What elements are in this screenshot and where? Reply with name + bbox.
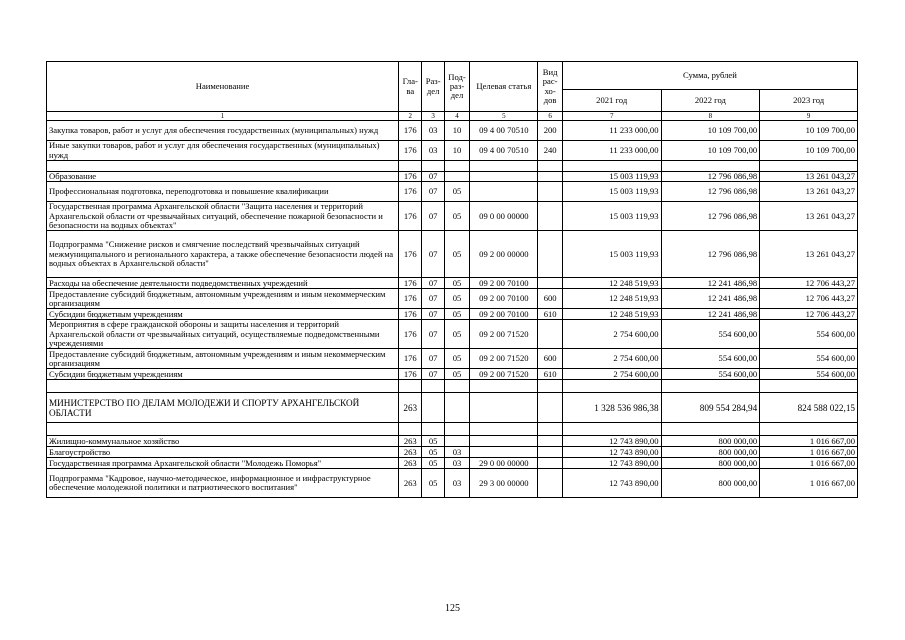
empty-cell <box>661 161 760 172</box>
row-name-cell: Благоустройство <box>47 447 399 458</box>
header-expense-type: Вид рас-хо-дов <box>538 62 562 112</box>
row-value-cell: 15 003 119,93 <box>562 182 661 202</box>
row-value-cell: 2 754 600,00 <box>562 369 661 380</box>
row-value-cell <box>538 182 562 202</box>
empty-cell <box>538 423 562 436</box>
row-name-cell: Государственная программа Архангельской области "Молодежь Поморья" <box>47 458 399 469</box>
row-value-cell: 09 2 00 71520 <box>470 320 538 349</box>
row-value-cell: 03 <box>444 447 469 458</box>
col-num: 2 <box>399 112 422 121</box>
empty-cell <box>470 161 538 172</box>
row-name-cell: Подпрограмма "Снижение рисков и смягчение последствий чрезвычайных ситуаций межмуниципального и регионального характера, а также обеспечение безопасности людей на водных объектах в Архангельской области" <box>47 231 399 278</box>
empty-cell <box>47 161 399 172</box>
header-glava: Гла-ва <box>399 62 422 112</box>
table-row <box>47 289 858 309</box>
row-value-cell: 800 000,00 <box>661 469 760 498</box>
empty-cell <box>562 423 661 436</box>
table-row <box>47 469 858 498</box>
row-name-cell: Субсидии бюджетным учреждениям <box>47 309 399 320</box>
row-value-cell: 12 796 086,98 <box>661 182 760 202</box>
header-year-2021: 2021 год <box>562 90 661 112</box>
row-value-cell: 554 600,00 <box>760 349 858 369</box>
row-value-cell: 11 233 000,00 <box>562 121 661 141</box>
row-value-cell: 05 <box>422 469 444 498</box>
row-value-cell <box>538 436 562 447</box>
row-value-cell: 240 <box>538 141 562 161</box>
table-row <box>47 141 858 161</box>
row-value-cell: 15 003 119,93 <box>562 172 661 182</box>
empty-cell <box>661 380 760 393</box>
row-name-cell: Государственная программа Архангельской области "Защита населения и территорий Архангельской области от чрезвычайных ситуаций, обеспечение пожарной безопасности и безопасности на водных объектах" <box>47 202 399 231</box>
row-value-cell: 13 261 043,27 <box>760 202 858 231</box>
row-value-cell: 176 <box>399 121 422 141</box>
row-value-cell: 554 600,00 <box>661 349 760 369</box>
row-value-cell: 554 600,00 <box>661 369 760 380</box>
table-row <box>47 393 858 423</box>
spacer-row <box>47 161 858 172</box>
table-row <box>47 436 858 447</box>
row-value-cell: 05 <box>444 231 469 278</box>
budget-table <box>46 61 858 498</box>
empty-cell <box>760 423 858 436</box>
row-value-cell: 13 261 043,27 <box>760 182 858 202</box>
row-value-cell: 12 248 519,93 <box>562 278 661 289</box>
row-value-cell: 07 <box>422 369 444 380</box>
table-row <box>47 458 858 469</box>
row-value-cell: 176 <box>399 231 422 278</box>
empty-cell <box>399 423 422 436</box>
row-value-cell <box>422 393 444 423</box>
row-value-cell: 05 <box>444 349 469 369</box>
row-value-cell: 07 <box>422 349 444 369</box>
row-value-cell: 176 <box>399 182 422 202</box>
empty-cell <box>47 380 399 393</box>
row-value-cell: 10 <box>444 121 469 141</box>
row-value-cell: 12 743 890,00 <box>562 447 661 458</box>
col-num: 1 <box>47 112 399 121</box>
row-value-cell: 1 016 667,00 <box>760 469 858 498</box>
row-value-cell: 03 <box>444 458 469 469</box>
empty-cell <box>538 161 562 172</box>
table-row <box>47 278 858 289</box>
empty-cell <box>422 423 444 436</box>
row-value-cell: 05 <box>444 278 469 289</box>
row-value-cell: 12 796 086,98 <box>661 202 760 231</box>
row-value-cell: 2 754 600,00 <box>562 349 661 369</box>
row-value-cell <box>470 447 538 458</box>
table-row <box>47 309 858 320</box>
row-value-cell: 05 <box>422 458 444 469</box>
row-value-cell: 824 588 022,15 <box>760 393 858 423</box>
row-value-cell: 05 <box>444 289 469 309</box>
col-num: 3 <box>422 112 444 121</box>
row-name-cell: МИНИСТЕРСТВО ПО ДЕЛАМ МОЛОДЕЖИ И СПОРТУ АРХАНГЕЛЬСКОЙ ОБЛАСТИ <box>47 393 399 423</box>
row-value-cell: 176 <box>399 289 422 309</box>
empty-cell <box>444 161 469 172</box>
row-value-cell: 09 2 00 71520 <box>470 369 538 380</box>
col-num: 4 <box>444 112 469 121</box>
row-value-cell: 05 <box>444 369 469 380</box>
row-value-cell: 12 743 890,00 <box>562 469 661 498</box>
row-value-cell: 07 <box>422 309 444 320</box>
table-row <box>47 182 858 202</box>
row-value-cell <box>538 447 562 458</box>
header-razdel: Раз-дел <box>422 62 444 112</box>
table-row <box>47 320 858 349</box>
row-name-cell: Профессиональная подготовка, переподготовка и повышение квалификации <box>47 182 399 202</box>
row-value-cell: 1 016 667,00 <box>760 436 858 447</box>
row-value-cell: 12 248 519,93 <box>562 309 661 320</box>
row-value-cell <box>538 278 562 289</box>
table-row <box>47 231 858 278</box>
table-body <box>47 121 858 498</box>
row-value-cell: 176 <box>399 320 422 349</box>
row-value-cell: 10 109 700,00 <box>661 121 760 141</box>
table-row <box>47 172 858 182</box>
row-name-cell: Расходы на обеспечение деятельности подведомственных учреждений <box>47 278 399 289</box>
row-name-cell: Подпрограмма "Кадровое, научно-методическое, информационное и инфраструктурное обеспечение молодежной политики и патриотического воспитания" <box>47 469 399 498</box>
row-value-cell: 12 743 890,00 <box>562 436 661 447</box>
row-value-cell <box>538 202 562 231</box>
spacer-row <box>47 423 858 436</box>
row-value-cell: 200 <box>538 121 562 141</box>
row-value-cell: 07 <box>422 320 444 349</box>
row-value-cell <box>538 469 562 498</box>
row-value-cell: 12 796 086,98 <box>661 231 760 278</box>
col-num: 6 <box>538 112 562 121</box>
row-value-cell: 809 554 284,94 <box>661 393 760 423</box>
row-value-cell: 10 109 700,00 <box>760 121 858 141</box>
row-name-cell: Закупка товаров, работ и услуг для обеспечения государственных (муниципальных) нужд <box>47 121 399 141</box>
row-value-cell: 610 <box>538 369 562 380</box>
col-num: 7 <box>562 112 661 121</box>
row-value-cell <box>470 182 538 202</box>
row-value-cell: 09 2 00 00000 <box>470 231 538 278</box>
table-row <box>47 121 858 141</box>
row-value-cell: 12 248 519,93 <box>562 289 661 309</box>
row-value-cell: 176 <box>399 141 422 161</box>
empty-cell <box>661 423 760 436</box>
row-value-cell: 1 016 667,00 <box>760 447 858 458</box>
empty-cell <box>538 380 562 393</box>
row-value-cell: 12 743 890,00 <box>562 458 661 469</box>
row-name-cell: Иные закупки товаров, работ и услуг для обеспечения государственных (муниципальных) нужд <box>47 141 399 161</box>
table-row <box>47 349 858 369</box>
empty-cell <box>760 380 858 393</box>
row-value-cell <box>470 172 538 182</box>
col-num: 8 <box>661 112 760 121</box>
row-value-cell: 12 241 486,98 <box>661 309 760 320</box>
header-name: Наименование <box>47 62 399 112</box>
table-row <box>47 202 858 231</box>
row-value-cell: 15 003 119,93 <box>562 231 661 278</box>
empty-cell <box>470 380 538 393</box>
row-value-cell: 09 4 00 70510 <box>470 141 538 161</box>
header-target-article: Целевая статья <box>470 62 538 112</box>
header-podrazdel: Под-раз-дел <box>444 62 469 112</box>
row-name-cell: Предоставление субсидий бюджетным, автономным учреждениям и иным некоммерческим организациям <box>47 289 399 309</box>
row-value-cell: 610 <box>538 309 562 320</box>
row-value-cell: 2 754 600,00 <box>562 320 661 349</box>
col-num: 9 <box>760 112 858 121</box>
row-value-cell: 263 <box>399 469 422 498</box>
row-name-cell: Жилищно-коммунальное хозяйство <box>47 436 399 447</box>
row-value-cell: 03 <box>422 121 444 141</box>
row-value-cell: 05 <box>444 182 469 202</box>
row-value-cell <box>538 172 562 182</box>
row-value-cell: 800 000,00 <box>661 458 760 469</box>
row-value-cell <box>444 172 469 182</box>
row-value-cell: 176 <box>399 202 422 231</box>
table-row <box>47 369 858 380</box>
row-value-cell: 09 2 00 70100 <box>470 309 538 320</box>
row-value-cell: 600 <box>538 289 562 309</box>
row-value-cell: 263 <box>399 436 422 447</box>
empty-cell <box>47 423 399 436</box>
row-value-cell: 1 328 536 986,38 <box>562 393 661 423</box>
row-value-cell: 800 000,00 <box>661 436 760 447</box>
row-value-cell: 176 <box>399 349 422 369</box>
row-value-cell <box>444 393 469 423</box>
row-value-cell: 11 233 000,00 <box>562 141 661 161</box>
row-name-cell: Предоставление субсидий бюджетным, автономным учреждениям и иным некоммерческим организациям <box>47 349 399 369</box>
row-value-cell <box>538 393 562 423</box>
row-value-cell: 15 003 119,93 <box>562 202 661 231</box>
row-value-cell: 12 706 443,27 <box>760 309 858 320</box>
row-value-cell: 554 600,00 <box>760 320 858 349</box>
row-value-cell: 07 <box>422 278 444 289</box>
row-value-cell: 176 <box>399 172 422 182</box>
row-value-cell: 12 241 486,98 <box>661 289 760 309</box>
row-value-cell: 554 600,00 <box>760 369 858 380</box>
header-sum: Сумма, рублей <box>562 62 857 90</box>
row-value-cell: 12 706 443,27 <box>760 278 858 289</box>
row-value-cell: 09 4 00 70510 <box>470 121 538 141</box>
empty-cell <box>422 380 444 393</box>
row-value-cell: 03 <box>422 141 444 161</box>
row-value-cell: 29 0 00 00000 <box>470 458 538 469</box>
col-num: 5 <box>470 112 538 121</box>
empty-cell <box>422 161 444 172</box>
row-value-cell: 05 <box>444 309 469 320</box>
row-value-cell: 10 109 700,00 <box>661 141 760 161</box>
row-value-cell: 03 <box>444 469 469 498</box>
header-year-2022: 2022 год <box>661 90 760 112</box>
row-value-cell: 05 <box>422 436 444 447</box>
page-number: 125 <box>445 603 460 614</box>
empty-cell <box>444 380 469 393</box>
row-value-cell: 176 <box>399 309 422 320</box>
row-value-cell: 600 <box>538 349 562 369</box>
row-value-cell: 09 0 00 00000 <box>470 202 538 231</box>
row-value-cell: 263 <box>399 393 422 423</box>
row-value-cell: 29 3 00 00000 <box>470 469 538 498</box>
empty-cell <box>444 423 469 436</box>
empty-cell <box>399 380 422 393</box>
row-value-cell: 13 261 043,27 <box>760 231 858 278</box>
row-value-cell: 09 2 00 70100 <box>470 278 538 289</box>
row-value-cell: 1 016 667,00 <box>760 458 858 469</box>
row-value-cell <box>538 320 562 349</box>
header-year-2023: 2023 год <box>760 90 858 112</box>
row-value-cell: 12 796 086,98 <box>661 172 760 182</box>
empty-cell <box>470 423 538 436</box>
row-value-cell <box>444 436 469 447</box>
empty-cell <box>562 380 661 393</box>
row-value-cell: 07 <box>422 289 444 309</box>
row-value-cell: 176 <box>399 369 422 380</box>
row-value-cell: 800 000,00 <box>661 447 760 458</box>
table-row <box>47 447 858 458</box>
row-value-cell: 07 <box>422 202 444 231</box>
row-value-cell: 07 <box>422 182 444 202</box>
row-name-cell: Мероприятия в сфере гражданской обороны и защиты населения и территорий Архангельской области от чрезвычайных ситуаций, осуществляемые подведомственными учреждениями <box>47 320 399 349</box>
row-value-cell: 13 261 043,27 <box>760 172 858 182</box>
row-value-cell: 05 <box>422 447 444 458</box>
row-value-cell: 09 2 00 71520 <box>470 349 538 369</box>
empty-cell <box>760 161 858 172</box>
row-value-cell: 09 2 00 70100 <box>470 289 538 309</box>
row-name-cell: Субсидии бюджетным учреждениям <box>47 369 399 380</box>
row-value-cell: 176 <box>399 278 422 289</box>
row-value-cell: 12 241 486,98 <box>661 278 760 289</box>
row-value-cell: 263 <box>399 447 422 458</box>
row-value-cell: 263 <box>399 458 422 469</box>
empty-cell <box>562 161 661 172</box>
row-value-cell <box>470 393 538 423</box>
row-value-cell: 05 <box>444 202 469 231</box>
row-name-cell: Образование <box>47 172 399 182</box>
row-value-cell <box>538 231 562 278</box>
empty-cell <box>399 161 422 172</box>
row-value-cell: 07 <box>422 172 444 182</box>
row-value-cell: 554 600,00 <box>661 320 760 349</box>
row-value-cell: 12 706 443,27 <box>760 289 858 309</box>
row-value-cell <box>538 458 562 469</box>
row-value-cell: 10 109 700,00 <box>760 141 858 161</box>
row-value-cell <box>470 436 538 447</box>
spacer-row <box>47 380 858 393</box>
row-value-cell: 07 <box>422 231 444 278</box>
row-value-cell: 05 <box>444 320 469 349</box>
row-value-cell: 10 <box>444 141 469 161</box>
